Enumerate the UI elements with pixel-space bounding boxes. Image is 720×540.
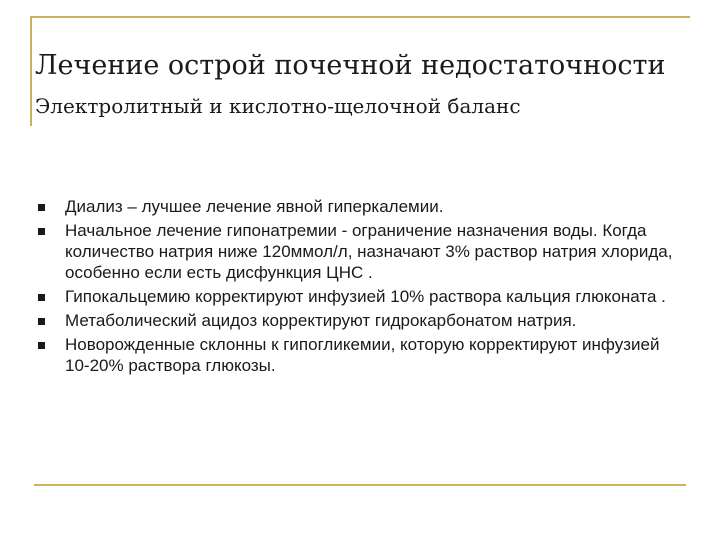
square-bullet-icon (38, 342, 45, 349)
bullet-item-4 (38, 310, 678, 331)
bullet-item-3 (38, 286, 678, 307)
square-bullet-icon (38, 294, 45, 301)
frame-top-line (30, 16, 690, 18)
square-bullet-icon (38, 228, 45, 235)
slide-subtitle: Электролитный и кислотно-щелочной баланс (35, 94, 521, 118)
bullet-text: Диализ – лучшее лечение явной гиперкалемии. (65, 197, 444, 216)
bullet-text: Начальное лечение гипонатремии - ограничение назначения воды. Когда количество натрия ниже 120ммол/л, назначают 3% раствор натрия хлорида, особенно если есть дисфункция ЦНС . (65, 221, 673, 282)
bullet-item-2 (38, 220, 678, 283)
frame-left-line (30, 16, 32, 126)
bullet-item-1 (38, 196, 678, 217)
square-bullet-icon (38, 318, 45, 325)
bullet-text: Метаболический ацидоз корректируют гидрокарбонатом натрия. (65, 311, 577, 330)
square-bullet-icon (38, 204, 45, 211)
bullet-text: Новорожденные склонны к гипогликемии, которую корректируют инфузией 10-20% раствора глюкозы. (65, 335, 660, 375)
bullet-text: Гипокальцемию корректируют инфузией 10% раствора кальция глюконата . (65, 287, 666, 306)
bullet-item-5 (38, 334, 678, 376)
bullet-list (38, 196, 678, 379)
frame-bottom-line (34, 484, 686, 486)
slide-title: Лечение острой почечной недостаточности (35, 50, 666, 81)
